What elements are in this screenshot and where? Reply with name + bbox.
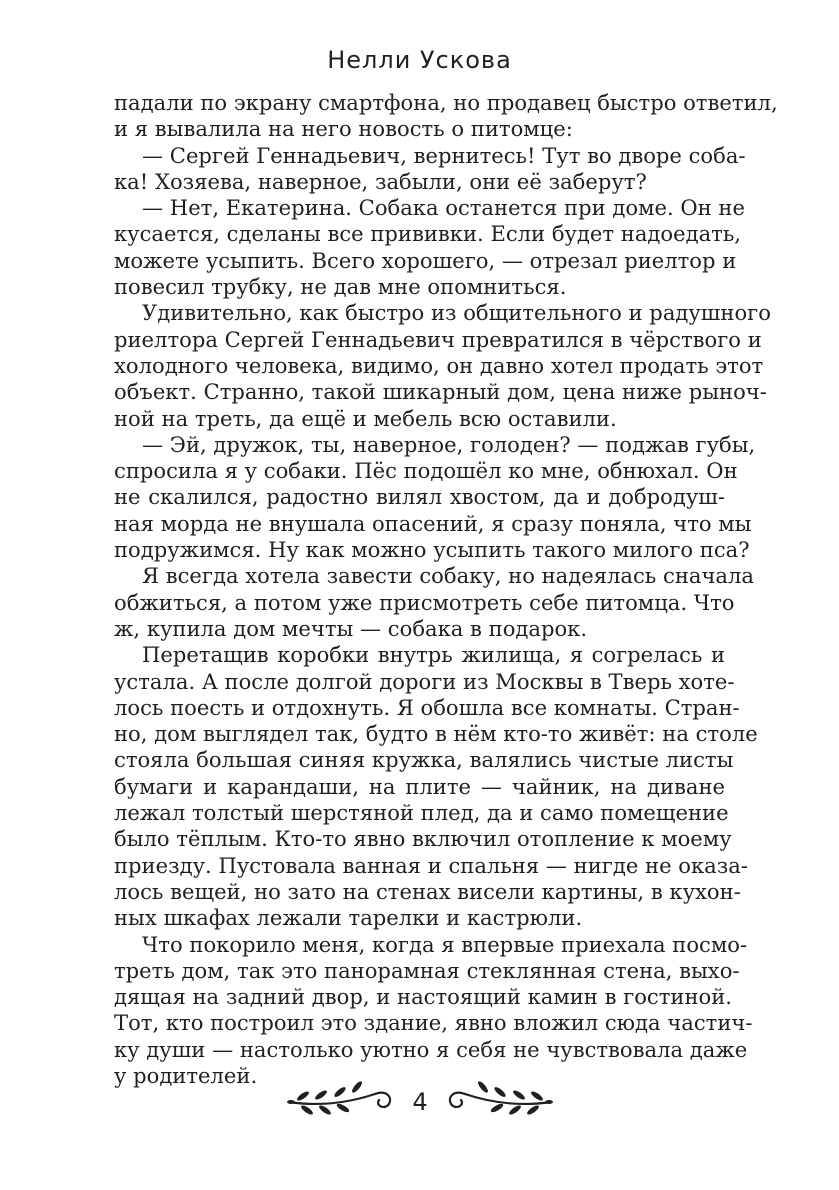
text-line: ной на треть, да ещё и мебель всю оставили.: [114, 405, 617, 431]
text-line: приезду. Пустовала ванная и спальня — нигде не оказа-: [114, 852, 748, 878]
text-line: объект. Странно, такой шикарный дом, цена ниже рыноч-: [114, 379, 767, 405]
text-line: дящая на задний двор, и настоящий камин в гостиной.: [114, 984, 732, 1010]
text-line: — Сергей Геннадьевич, вернитесь! Тут во дворе соба-: [142, 142, 746, 168]
text-line: холодного человека, видимо, он давно хотел продать этот: [114, 352, 764, 378]
text-line: лось поесть и отдохнуть. Я обошла все комнаты. Стран-: [114, 694, 740, 720]
text-line: треть дом, так это панорамная стеклянная стена, выхо-: [114, 957, 740, 983]
text-line: — Эй, дружок, ты, наверное, голоден? — поджав губы,: [142, 431, 756, 457]
text-line: бумаги и карандаши, на плите — чайник, на диване: [114, 773, 725, 799]
text-line: подружимся. Ну как можно усыпить такого милого пса?: [114, 537, 750, 563]
text-line: лось вещей, но зато на стенах висели картины, в кухон-: [114, 878, 741, 904]
text-line: Перетащив коробки внутрь жилища, я согрелась и: [142, 642, 725, 668]
right-ornament-icon: [440, 1076, 555, 1124]
text-line: ка! Хозяева, наверное, забыли, они её заберут?: [114, 168, 647, 194]
text-line: не скалился, радостно вилял хвостом, да и добродуш-: [114, 484, 725, 510]
text-line: повесил трубку, не дав мне опомниться.: [114, 274, 567, 300]
text-line: но, дом выглядел так, будто в нём кто-то живёт: на столе: [114, 721, 758, 747]
running-header-author: Нелли Ускова: [327, 46, 512, 74]
text-line: спросила я у собаки. Пёс подошёл ко мне, обнюхал. Он: [114, 458, 738, 484]
text-line: ж, купила дом мечты — собака в подарок.: [114, 615, 588, 641]
text-line: можете усыпить. Всего хорошего, — отрезал риелтор и: [114, 247, 737, 273]
text-line: ку души — настолько уютно я себя не чувствовала даже: [114, 1036, 748, 1062]
text-line: Я всегда хотела завести собаку, но надеялась сначала: [142, 563, 754, 589]
text-line: риелтора Сергей Геннадьевич превратился в чёрствого и: [114, 326, 762, 352]
text-line: обжиться, а потом уже присмотреть себе питомца. Что: [114, 589, 735, 615]
page-number: 4: [412, 1088, 428, 1116]
text-line: — Нет, Екатерина. Собака останется при доме. Он не: [142, 195, 745, 221]
text-line: Удивительно, как быстро из общительного и радушного: [142, 300, 771, 326]
text-line: у родителей.: [114, 1062, 258, 1088]
text-line: и я вывалила на него новость о питомце:: [114, 116, 573, 142]
text-line: устала. А после долгой дороги из Москвы в Тверь хоте-: [114, 668, 735, 694]
text-line: ная морда не внушала опасений, я сразу поняла, что мы: [114, 510, 752, 536]
text-line: Тот, кто построил это здание, явно вложил сюда частич-: [114, 1010, 753, 1036]
text-line: падали по экрану смартфона, но продавец быстро ответил,: [114, 90, 778, 115]
text-line: стояла большая синяя кружка, валялись чистые листы: [114, 747, 734, 773]
body-text: [114, 90, 778, 1089]
left-ornament-icon: [285, 1076, 400, 1124]
text-line: лежал толстый шерстяной плед, да и само помещение: [114, 800, 729, 826]
text-line: Что покорило меня, когда я впервые приехала посмо-: [142, 931, 748, 957]
text-line: ных шкафах лежали тарелки и кастрюли.: [114, 905, 583, 931]
text-line: кусается, сделаны все прививки. Если будет надоедать,: [114, 221, 742, 247]
text-line: было тёплым. Кто-то явно включил отопление к моему: [114, 826, 732, 852]
